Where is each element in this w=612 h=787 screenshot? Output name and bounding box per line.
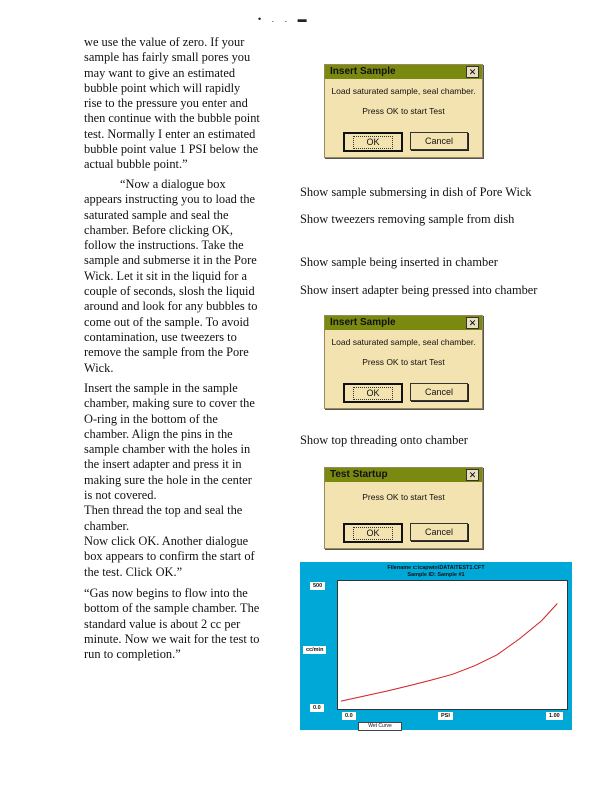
y-max-label: 500 (310, 582, 325, 590)
dialog-message-secondary: Press OK to start Test (362, 357, 445, 367)
paragraph-gas-flow (84, 586, 260, 662)
plot-svg (338, 581, 567, 709)
paragraph-dialogue (84, 177, 260, 376)
note-insert-adapter: Show insert adapter being pressed into chamber (300, 283, 538, 297)
paragraph-text: “Gas now begins to flow into the bottom of the sample chamber. The standard value is about 2 cc per minute. Now we wait for the test to run to completion.” (84, 586, 260, 662)
graph-filename: Filename c:\capwin\DATA\TEST1.CFT (387, 565, 485, 571)
paragraph-text: Now click OK. Another dialogue box appears to confirm the start of the test. Click OK.” (84, 533, 255, 579)
ok-button-label: OK (353, 136, 392, 149)
paragraph-text: Then thread the top and seal the chamber. (84, 503, 243, 533)
insert-sample-dialog (324, 64, 483, 158)
dialog-title: Insert Sample (330, 66, 396, 77)
dialog-title-bar (325, 316, 482, 330)
x-max-label: 1.00 (546, 712, 563, 720)
note-insert-sample: Show sample being inserted in chamber (300, 255, 498, 269)
y-min-label: 0.0 (310, 704, 324, 712)
cancel-button[interactable]: Cancel (410, 132, 468, 150)
cancel-button[interactable]: Cancel (410, 383, 468, 401)
paragraph-insert (84, 381, 260, 580)
note-tweezers: Show tweezers removing sample from dish (300, 212, 515, 226)
ok-button[interactable] (343, 523, 403, 543)
x-min-label: 0.0 (342, 712, 356, 720)
ok-button-label: OK (353, 387, 392, 400)
header-mark: • . . ▬ (258, 14, 311, 24)
note-submerse: Show sample submersing in dish of Pore Wick (300, 185, 532, 199)
dialog-title-bar (325, 468, 482, 482)
wet-curve-line (341, 604, 557, 702)
dialog-title-bar (325, 65, 482, 79)
cancel-button[interactable]: Cancel (410, 523, 468, 541)
test-startup-dialog (324, 467, 483, 549)
close-icon[interactable]: ✕ (466, 317, 479, 329)
ok-button-label: OK (353, 527, 392, 540)
wet-curve-graph (300, 562, 572, 730)
close-icon[interactable]: ✕ (466, 66, 479, 78)
paragraph-text: “Now a dialogue box appears instructing you to load the saturated sample and seal the chamber. Before clicking OK, follow the instructions. Take the sample and submerse it in the Pore Wick. Let it sit in the liquid for a couple of seconds, slosh the liquid around and look for any bubbles to come out of the sample. To avoid contamination, use tweezers to remove the sample from the Pore Wick. (84, 177, 258, 375)
plot-area (337, 580, 568, 710)
dialog-title: Test Startup (330, 469, 388, 480)
y-axis-label: cc/min (303, 646, 326, 654)
close-icon[interactable]: ✕ (466, 469, 479, 481)
dialog-message: Press OK to start Test (362, 492, 445, 502)
graph-sample-id: Sample ID: Sample #1 (407, 572, 465, 578)
ok-button[interactable] (343, 132, 403, 152)
dialog-message: Load saturated sample, seal chamber. (331, 86, 476, 96)
paragraph-text: Insert the sample in the sample chamber, making sure to cover the O-ring in the bottom of the chamber. Align the pins in the sample chamber with the holes in the insert adapter and press it in making sure the hole in the center is not covered. (84, 381, 255, 503)
dialog-title: Insert Sample (330, 317, 396, 328)
ok-button[interactable] (343, 383, 403, 403)
note-thread-top: Show top threading onto chamber (300, 433, 468, 447)
insert-sample-dialog (324, 315, 483, 409)
x-axis-label: PSI (438, 712, 453, 720)
paragraph-text: we use the value of zero. If your sample has fairly small pores you may want to give an estimated bubble point which will rapidly rise to the pressure you enter and then continue with the bubble point test. Normally I enter an estimated bubble point value 1 PSI below the actual bubble point.” (84, 35, 260, 172)
paragraph-bubble-point (84, 35, 260, 173)
wet-curve-button[interactable]: Wet Curve (358, 722, 402, 731)
dialog-message-secondary: Press OK to start Test (362, 106, 445, 116)
dialog-message: Load saturated sample, seal chamber. (331, 337, 476, 347)
